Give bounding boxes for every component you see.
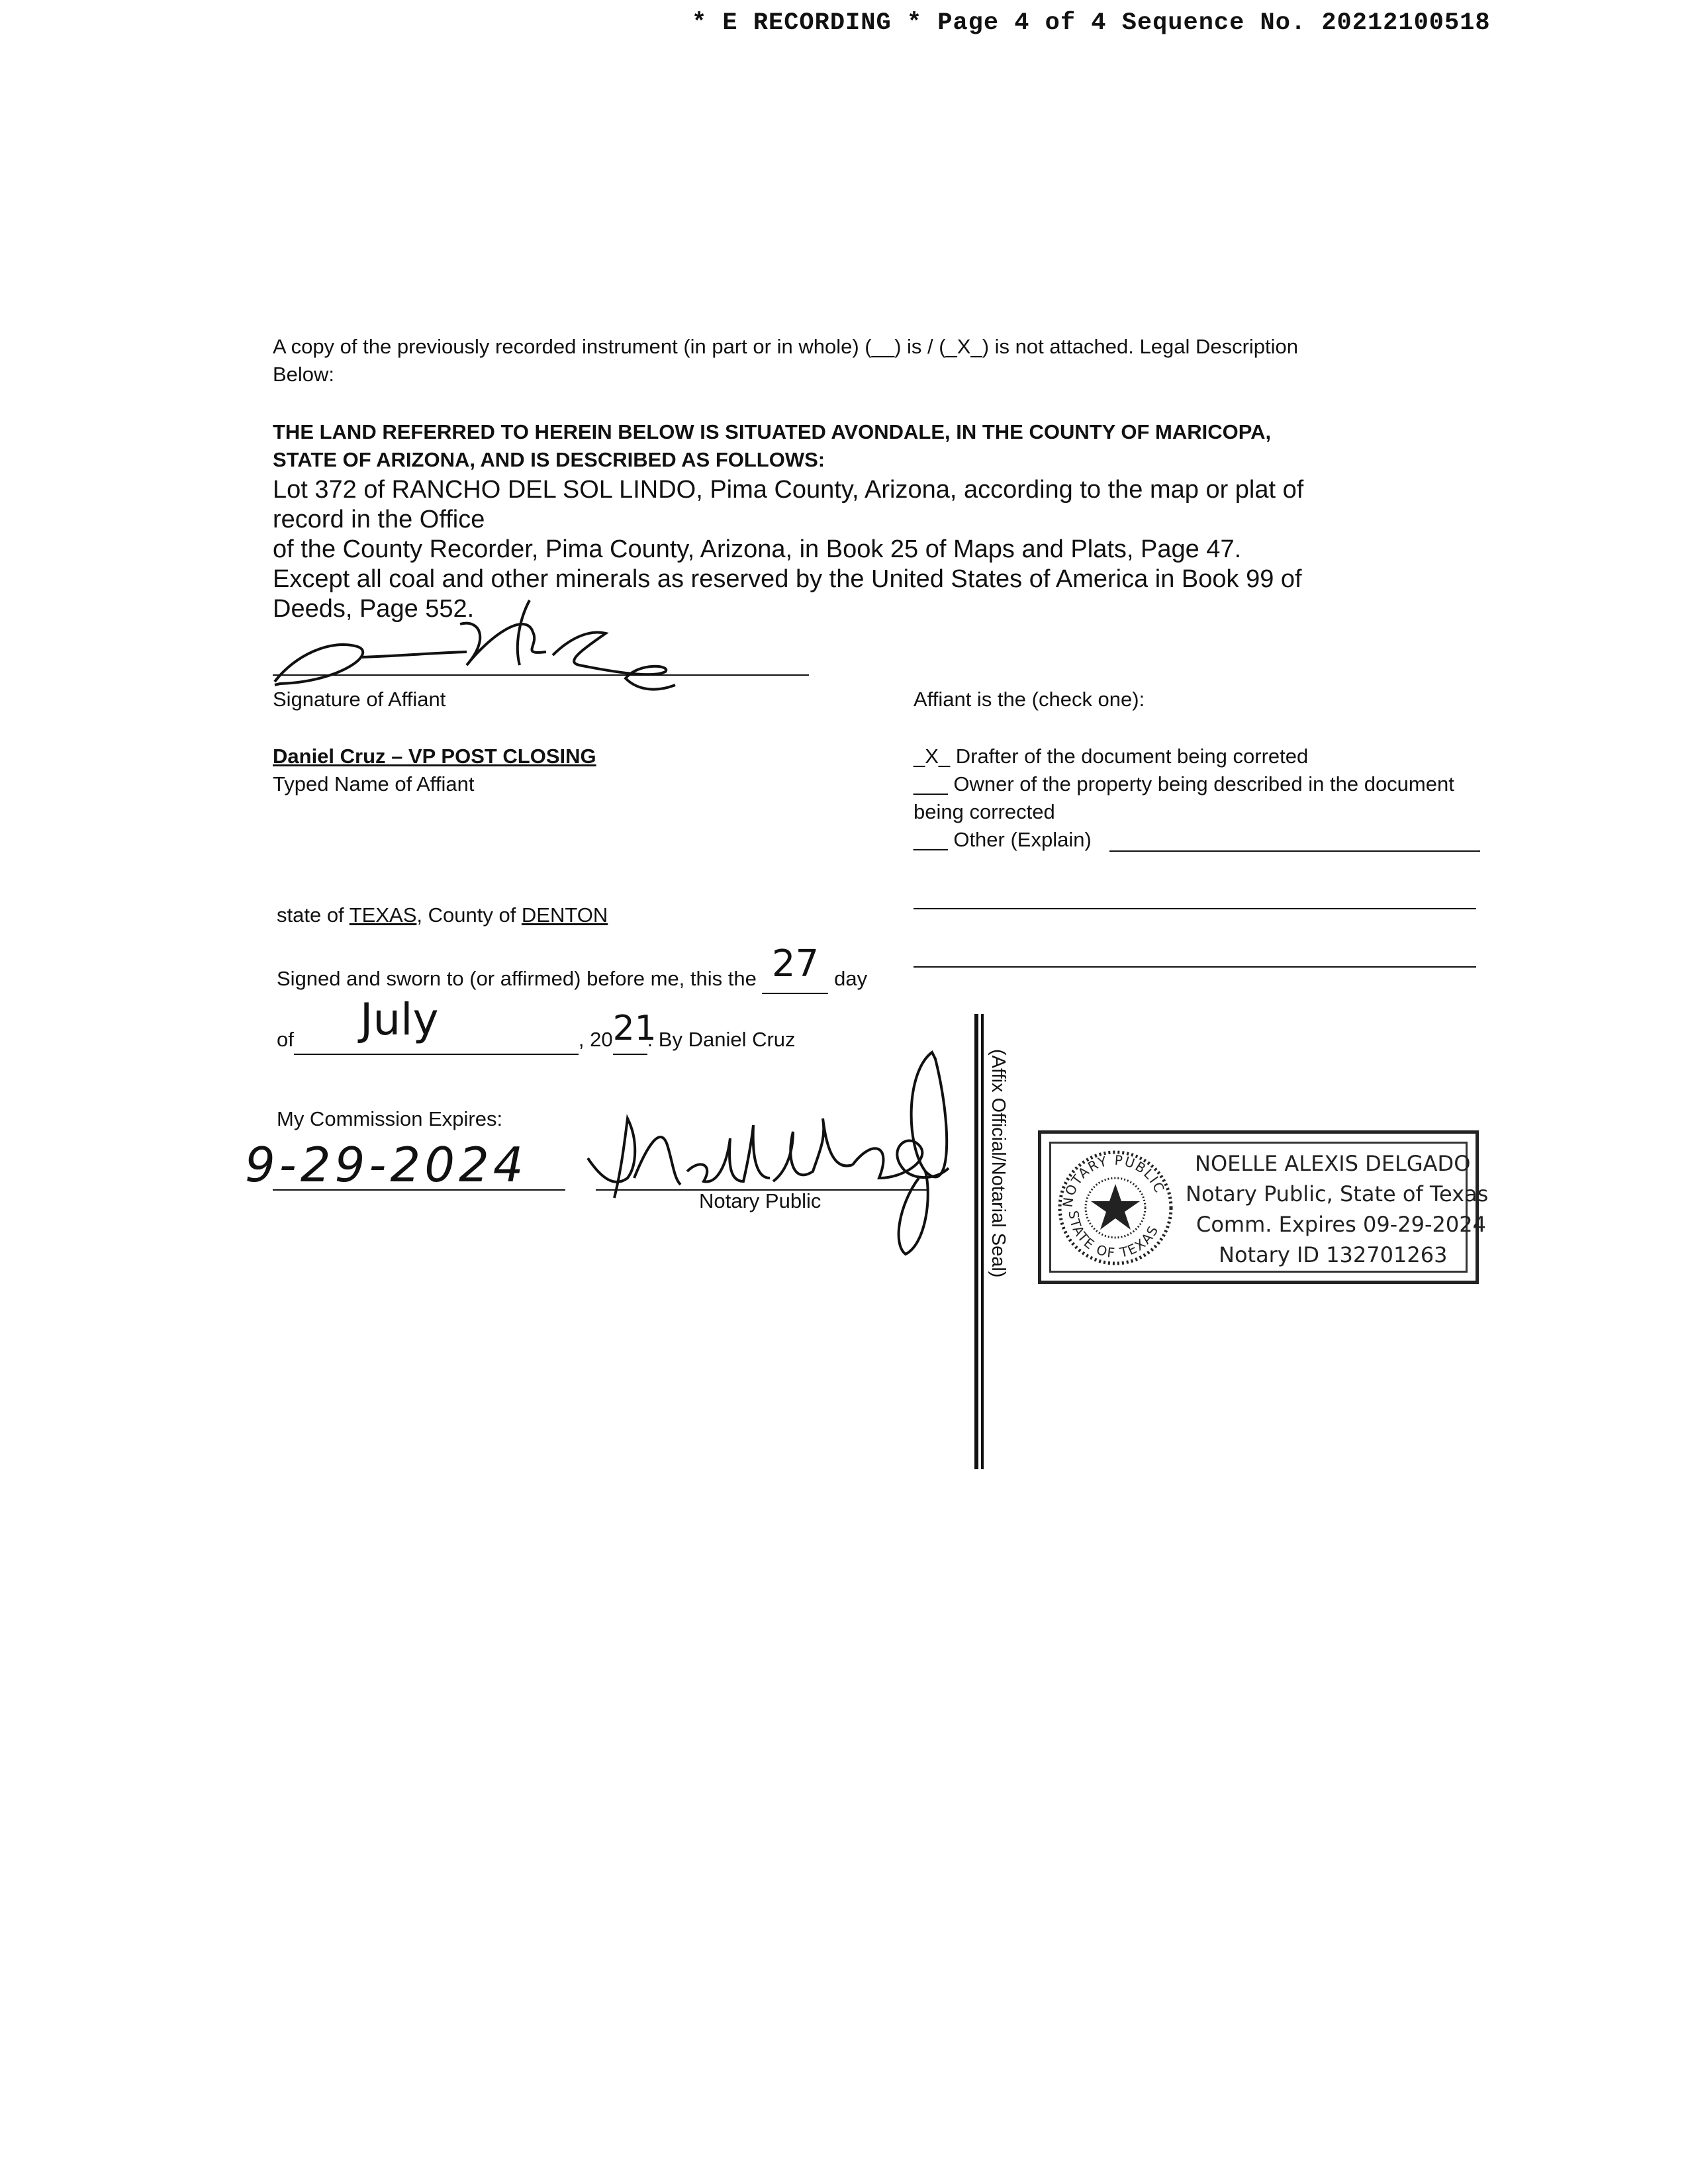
commission-label: My Commission Expires: (277, 1107, 503, 1130)
year-handwritten: 21 (612, 1009, 657, 1048)
typed-name: Daniel Cruz – VP POST CLOSING (273, 745, 596, 768)
typed-name-label: Typed Name of Affiant (273, 772, 475, 796)
seal-expires: Comm. Expires 09-29-2024 (1196, 1212, 1486, 1237)
option-drafter: _X_ Drafter of the document being correted (914, 745, 1309, 768)
signature-of-affiant-label: Signature of Affiant (273, 688, 446, 711)
notary-seal-stamp (1038, 1130, 1489, 1284)
vertical-rule-right (981, 1014, 984, 1469)
explain-line (1109, 850, 1480, 852)
option-owner: ___ Owner of the property being described in the document (914, 772, 1454, 796)
county-prefix: , County of (416, 903, 522, 927)
signature-line (273, 674, 809, 676)
blank-line-2 (914, 966, 1476, 968)
recording-header: * E RECORDING * Page 4 of 4 Sequence No. 20212100518 (692, 9, 1491, 37)
legal-body-line-5: Deeds, Page 552. (273, 595, 475, 623)
seal-name: NOELLE ALEXIS DELGADO (1195, 1151, 1471, 1176)
option-owner-cont: being corrected (914, 800, 1055, 823)
month-handwritten: July (359, 994, 439, 1045)
seal-ring-top-text: NOTARY PUBLIC (1059, 1152, 1168, 1208)
affiant-is-label: Affiant is the (check one): (914, 688, 1145, 711)
sworn-line (277, 942, 868, 994)
day-field (762, 942, 828, 994)
by-text: . By Daniel Cruz (647, 1028, 796, 1051)
legal-heading-1: THE LAND REFERRED TO HEREIN BELOW IS SITUATED AVONDALE, IN THE COUNTY OF MARICOPA, (273, 420, 1272, 443)
vertical-rule-left (974, 1014, 978, 1469)
seal-notary-id: Notary ID 132701263 (1219, 1242, 1448, 1267)
day-handwritten: 27 (771, 942, 820, 985)
intro-line-1: A copy of the previously recorded instrument (in part or in whole) (__) is / (_X_) is not attached. Legal Description (273, 335, 1299, 358)
seal-emblem (1056, 1148, 1175, 1267)
legal-heading-2: STATE OF ARIZONA, AND IS DESCRIBED AS FOLLOWS: (273, 448, 825, 471)
affix-seal-label: (Affix Official/Notarial Seal) (988, 1049, 1009, 1278)
legal-body-line-3: of the County Recorder, Pima County, Arizona, in Book 25 of Maps and Plats, Page 47. (273, 535, 1242, 563)
sworn-prefix: Signed and sworn to (or affirmed) before me, this the (277, 967, 763, 990)
legal-body-line-1: Lot 372 of RANCHO DEL SOL LINDO, Pima County, Arizona, according to the map or plat of (273, 476, 1304, 504)
sworn-suffix: day (828, 967, 868, 990)
month-field (294, 994, 579, 1055)
notary-public-label: Notary Public (699, 1189, 821, 1212)
state-prefix: state of (277, 903, 350, 927)
of-prefix: of (277, 1028, 294, 1051)
county-value: DENTON (521, 903, 608, 927)
year-prefix: , 20 (578, 1028, 613, 1051)
commission-handwritten: 9-29-2024 (245, 1137, 528, 1193)
seal-title: Notary Public, State of Texas (1186, 1181, 1489, 1206)
intro-line-2: Below: (273, 363, 335, 386)
seal-ring-bottom-text: STATE OF TEXAS (1065, 1209, 1162, 1261)
legal-body-line-4: Except all coal and other minerals as reserved by the United States of America in Book 99 of (273, 565, 1302, 593)
commission-line (273, 1189, 565, 1191)
legal-body-line-2: record in the Office (273, 506, 485, 533)
state-value: TEXAS (349, 903, 417, 927)
blank-line-1 (914, 908, 1476, 909)
option-other: ___ Other (Explain) (914, 828, 1092, 851)
state-county-line (277, 901, 608, 929)
notary-signature (575, 1046, 972, 1264)
